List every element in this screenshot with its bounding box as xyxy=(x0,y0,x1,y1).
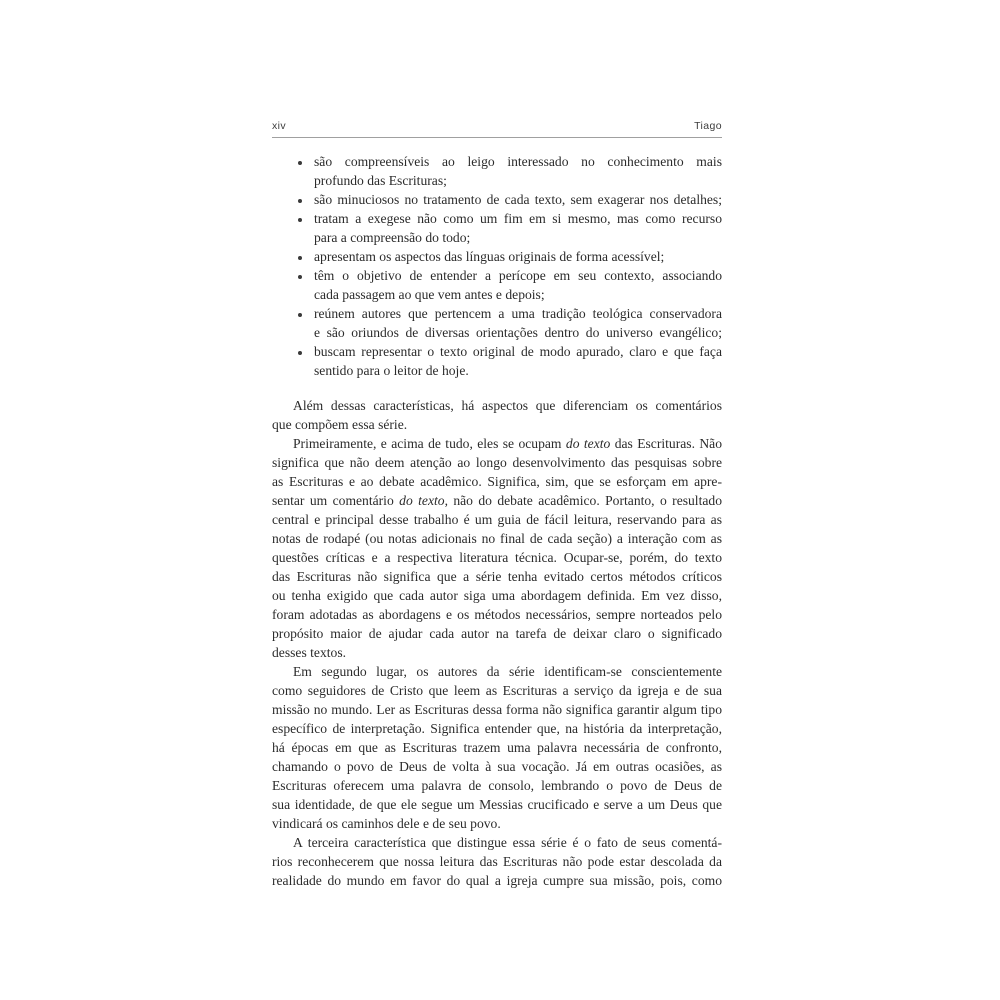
line-text: das Escrituras. Não xyxy=(610,436,722,451)
emphasis-text: do texto xyxy=(565,436,611,451)
paragraph-line: rios reconhecerem que nossa leitura das Escrituras não pode estar descolada da xyxy=(272,854,722,869)
bullet-marker xyxy=(298,161,302,165)
paragraph-line xyxy=(272,491,722,510)
paragraph-line: das Escrituras não significa que a série tenha evitado certos métodos críticos xyxy=(272,569,722,584)
bullet-line: e são oriundos de diversas orientações dentro do universo evangélico; xyxy=(314,325,722,340)
bullet-line: cada passagem ao que vem antes e depois; xyxy=(314,287,545,302)
paragraph-line: as Escrituras e ao debate acadêmico. Significa, sim, que se esforçam em apre- xyxy=(272,474,722,489)
paragraph-line: vindicará os caminhos dele e de seu povo. xyxy=(272,816,501,831)
paragraph-line: A terceira característica que distingue essa série é o fato de seus comentá- xyxy=(293,835,722,850)
paragraph-line: missão no mundo. Ler as Escrituras dessa forma não significa garantir algum tipo xyxy=(272,702,722,717)
header-rule xyxy=(272,137,722,138)
paragraph-line: Em segundo lugar, os autores da série identificam-se conscientemente xyxy=(293,664,722,679)
bullet-line: são minuciosos no tratamento de cada texto, sem exagerar nos detalhes; xyxy=(314,192,722,207)
paragraph-line: ou tenha exigido que cada autor siga uma abordagem definida. Em vez disso, xyxy=(272,588,722,603)
paragraph-line: chamando o povo de Deus de volta à sua vocação. Já em outras ocasiões, as xyxy=(272,759,722,774)
bullet-line: para a compreensão do todo; xyxy=(314,230,471,245)
paragraph-line: específico de interpretação. Significa entender que, na história da interpretação, xyxy=(272,721,722,736)
bullet-marker xyxy=(298,199,302,203)
paragraph-line: central e principal desse trabalho é um guia de fácil leitura, reservando para as xyxy=(272,512,722,527)
bullet-line: tratam a exegese não como um fim em si mesmo, mas como recurso xyxy=(314,211,722,226)
bullet-marker xyxy=(298,351,302,355)
running-title: Tiago xyxy=(694,120,722,132)
bullet-marker xyxy=(298,256,302,260)
paragraph-line: como seguidores de Cristo que leem as Escrituras a serviço da igreja e de sua xyxy=(272,683,722,698)
bullet-marker xyxy=(298,275,302,279)
line-text: , não do debate acadêmico. Portanto, o resultado xyxy=(444,493,722,508)
paragraph-line xyxy=(293,434,722,453)
page-number: xiv xyxy=(272,120,287,132)
paragraph-line: notas de rodapé (ou notas adicionais no final de cada seção) a interação com as xyxy=(272,531,722,546)
paragraph-line: questões críticas e a respectiva literatura técnica. Ocupar-se, porém, do texto xyxy=(272,550,722,565)
paragraph-line: sua identidade, de que ele segue um Messias crucificado e serve a um Deus que xyxy=(272,797,722,812)
bullet-line: reúnem autores que pertencem a uma tradição teológica conservadora xyxy=(314,306,722,321)
paragraph-line: significa que não deem atenção ao longo desenvolvimento das pesquisas sobre xyxy=(272,455,722,470)
emphasis-text: do texto xyxy=(399,493,445,508)
bullet-marker xyxy=(298,313,302,317)
line-text: Primeiramente, e acima de tudo, eles se ocupam xyxy=(293,436,566,451)
paragraph-line: Escrituras oferecem uma palavra de consolo, lembrando o povo de Deus de xyxy=(272,778,722,793)
bullet-line: sentido para o leitor de hoje. xyxy=(314,363,469,378)
paragraph-line: desses textos. xyxy=(272,645,347,660)
bullet-line: apresentam os aspectos das línguas originais de forma acessível; xyxy=(314,249,665,264)
paragraph-line: propósito maior de ajudar cada autor na tarefa de deixar claro o significado xyxy=(272,626,722,641)
paragraph-line: que compõem essa série. xyxy=(272,417,408,432)
bullet-marker xyxy=(298,218,302,222)
bullet-line: buscam representar o texto original de modo apurado, claro e que faça xyxy=(314,344,722,359)
paragraph-line: Além dessas características, há aspectos que diferenciam os comentários xyxy=(293,398,722,413)
paragraph-line: há épocas em que as Escrituras trazem uma palavra necessária de confronto, xyxy=(272,740,722,755)
bullet-line: profundo das Escrituras; xyxy=(314,173,447,188)
paragraph-line: foram adotadas as abordagens e os métodos necessários, sempre norteados pelo xyxy=(272,607,722,622)
bullet-line: são compreensíveis ao leigo interessado no conhecimento mais xyxy=(314,154,722,169)
paragraph-line: realidade do mundo em favor do qual a igreja cumpre sua missão, pois, como xyxy=(272,873,722,888)
bullet-line: têm o objetivo de entender a perícope em seu contexto, associando xyxy=(314,268,722,283)
line-text: sentar um comentário xyxy=(272,493,400,508)
